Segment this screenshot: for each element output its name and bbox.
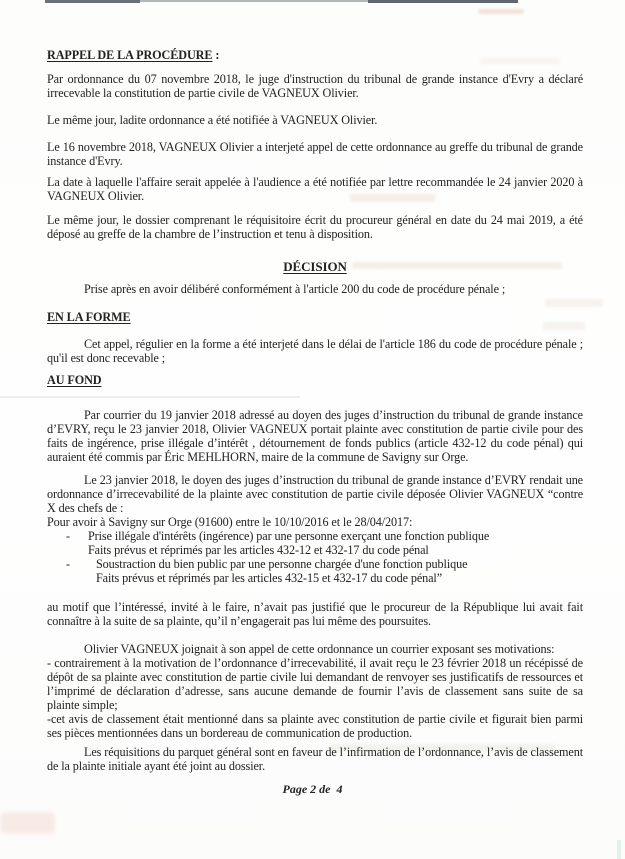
charge-detail: Faits prévus et réprimés par les articles 432-12 et 432-17 du code pénal [88, 543, 429, 557]
charge-text [88, 529, 583, 557]
section-heading-procedure-text: RAPPEL DE LA PROCÉDURE [47, 48, 213, 62]
top-edge-scan-mark [45, 0, 140, 3]
charge-text [96, 557, 583, 585]
top-edge-scan-mark [140, 0, 368, 2]
section-heading-fond [47, 373, 583, 387]
paragraph-audience: La date à laquelle l'affaire serait appelée à l'audience a été notifiée par lettre recommandée le 24 janvier 2020 à VAGNEUX Olivier. [47, 175, 583, 203]
motivation-item: - contrairement à la motivation de l’ordonnance d’irrecevabilité, il avait reçu le 23 février 2018 un récépissé de dépôt de sa plainte avec constitution de partie civile lui demandant de renvoyer ses justificatifs de ressources et l’imprimé de déclaration d’adresse, sans aucune demande de fournir l’avis de classement sans suite de sa plainte simple; [47, 656, 583, 712]
paragraph-deliberation: Prise après en avoir délibéré conformément à l'article 200 du code de procédure pénale ; [84, 282, 506, 296]
paragraph-appel: Le 16 novembre 2018, VAGNEUX Olivier a interjeté appel de cette ordonnance au greffe du tribunal de grande instance d'Evry. [47, 140, 583, 168]
paragraph-motivations-intro: Olivier VAGNEUX joignait à son appel de cette ordonnance un courrier exposant ses motivations: [84, 642, 555, 656]
paragraph-requisitions: Les réquisitions du parquet général sont en faveur de l’infirmation de l’ordonnance, l’avis de classement de la plainte initiale ayant été joint au dossier. [47, 745, 583, 773]
heading-colon: : [212, 48, 220, 62]
scan-edge-artifact [617, 840, 621, 859]
paragraph-notification: Le même jour, ladite ordonnance a été notifiée à VAGNEUX Olivier. [47, 113, 378, 127]
charge-item [47, 529, 583, 557]
paragraph-ordonnance: Par ordonnance du 07 novembre 2018, le juge d'instruction du tribunal de grande instance d'Evry a déclaré irrecevable la constitution de partie civile de VAGNEUX Olivier. [47, 72, 583, 100]
paragraph-recevabilite: Cet appel, régulier en la forme a été interjeté dans le délai de l'article 186 du code de procédure pénale ; qu'il est donc recevable ; [47, 337, 583, 365]
charge-item [47, 557, 583, 585]
page-number: Page 2 de 4 [282, 782, 343, 796]
section-heading-forme-text: EN LA FORME [47, 310, 131, 324]
paragraph-ordonnance-irrecevabilite: Le 23 janvier 2018, le doyen des juges d’instruction du tribunal de grande instance d’EVRY rendait une ordonnance d’irrecevabilité de la plainte avec constitution de partie civile déposée Olivier VAGNEUX “contre X des chefs de : [47, 473, 583, 515]
section-heading-forme [47, 310, 583, 324]
scan-smudge [0, 812, 55, 834]
top-edge-scan-mark [368, 0, 518, 3]
section-heading-fond-text: AU FOND [47, 373, 102, 387]
charge-title: Prise illégale d'intérêts (ingérence) par une personne exerçant une fonction publique [88, 529, 490, 543]
paragraph-plainte: Par courrier du 19 janvier 2018 adressé au doyen des juges d’instruction du tribunal de grande instance d’EVRY, reçu le 23 janvier 2018, Olivier VAGNEUX portait plainte avec constitution de partie civile pour des faits de ingérence, prise illégale d’intérêt , détournement de fonds publics (article 432-12 du code pénal) qui auraient été commis par Éric MEHLHORN, maire de la commune de Savigny sur Orge. [47, 408, 583, 464]
section-heading-decision-text: DÉCISION [283, 259, 347, 274]
section-heading-decision [47, 260, 583, 274]
paragraph-dossier: Le même jour, le dossier comprenant le réquisitoire écrit du procureur général en date du 24 mai 2019, a été déposé au greffe de la chambre de l’instruction et tenu à disposition. [47, 213, 583, 241]
section-heading-procedure [47, 48, 583, 62]
paragraph-motif: au motif que l’intéressé, invité à le faire, n’avait pas justifié que le procureur de la République lui avait fait connaître à la suite de sa plainte, qu’il n’engagerait pas lui même des poursuites. [47, 600, 583, 628]
charge-detail: Faits prévus et réprimés par les articles 432-15 et 432-17 du code pénal” [96, 571, 443, 585]
paragraph-charges-intro: Pour avoir à Savigny sur Orge (91600) entre le 10/10/2016 et le 28/04/2017: [47, 515, 413, 529]
dash-bullet: - [66, 557, 70, 571]
charge-title: Soustraction du bien public par une personne chargée d'une fonction publique [96, 557, 468, 571]
scan-smudge [478, 9, 524, 14]
document-body [47, 48, 583, 773]
dash-bullet: - [66, 529, 70, 543]
motivation-item: -cet avis de classement était mentionné dans sa plainte avec constitution de partie civile et figurait bien parmi ses pièces mentionnées dans un bordereau de communication de production. [47, 712, 583, 740]
